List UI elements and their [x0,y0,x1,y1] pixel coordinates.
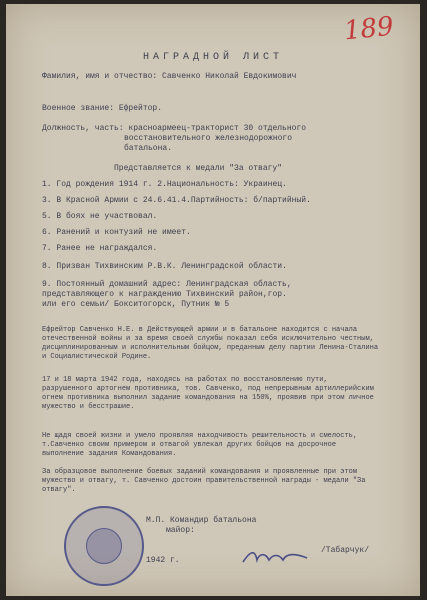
commander-rank: майор: [166,526,195,535]
item-3: 3. В Красной Армии с 24.6.41.4.Партийность: б/партийный. [42,196,311,205]
item-5: 5. В боях не участвовал. [42,212,158,221]
corner-page-number: 189 [342,11,396,47]
field-post-line3: батальона. [124,144,173,153]
item-8: 8. Призван Тихвинским Р.В.К. Ленинградской области. [42,262,287,271]
item-9-line3: или его семьи/ Бокситогорск, Путник № 5 [42,300,230,309]
item-7: 7. Ранее не награждался. [42,244,158,253]
field-post-line2: восстановительного железнодорожного [124,134,293,143]
official-seal [64,506,144,586]
field-name: Фамилия, имя и отчество: Савченко Николай Евдокимович [42,72,297,81]
item-1: 1. Год рождения 1914 г. 2.Национальность: Украинец. [42,180,287,189]
paragraph-1: Ефрейтор Савченко Н.Е. в Действующей армии и в батальоне находится с начала отечественной войны и за время своей службы показал себя исключительно честным, дисциплинированным и исполнительным бойцом, преданным делу партии Ленина-Сталина и Социалистической Родине. [42,326,379,361]
field-post: Должность, часть: красноармеец-тракторист 30 отдельного [42,124,307,133]
handwritten-signature [241,546,311,568]
paragraph-2: 17 и 18 марта 1942 года, находясь на работах по восстановлению пути, разрушенного артогнем противника, тов. Савченко, под непрерывным артиллерийским огнем противника выполнил задание командования на 150%, проявив при этом личное мужество и бесстрашие. [42,376,374,411]
item-6: 6. Ранений и контузий не имеет. [42,228,191,237]
paragraph-3: Не щадя своей жизни и умело проявляя находчивость решительность и смелость, т.Савченко своим примером и отвагой увлекал других бойцов на досрочное выполнение задания Командования. [42,432,358,458]
seal-center [86,528,122,564]
field-rank: Военное звание: Ефрейтор. [42,104,163,113]
document-title: НАГРАДНОЙ ЛИСТ [142,52,283,63]
signature-date: 1942 г. [146,556,180,565]
commander-title: М.П. Командир батальона [146,516,257,525]
award-sheet [6,4,420,596]
item-9: 9. Постоянный домашний адрес: Ленинградская область, [42,280,292,289]
item-9-line2: представляющего к награждению Тихвинский район,гор. [42,290,287,299]
nomination-line: Представляется к медали "За отвагу" [114,164,283,173]
signer-name: /Табарчук/ [321,546,370,555]
paragraph-4: За образцовое выполнение боевых заданий командования и проявленные при этом мужество и отвагу, т. Савченко достоин правительственной награды - медали "За отвагу". [42,468,366,494]
